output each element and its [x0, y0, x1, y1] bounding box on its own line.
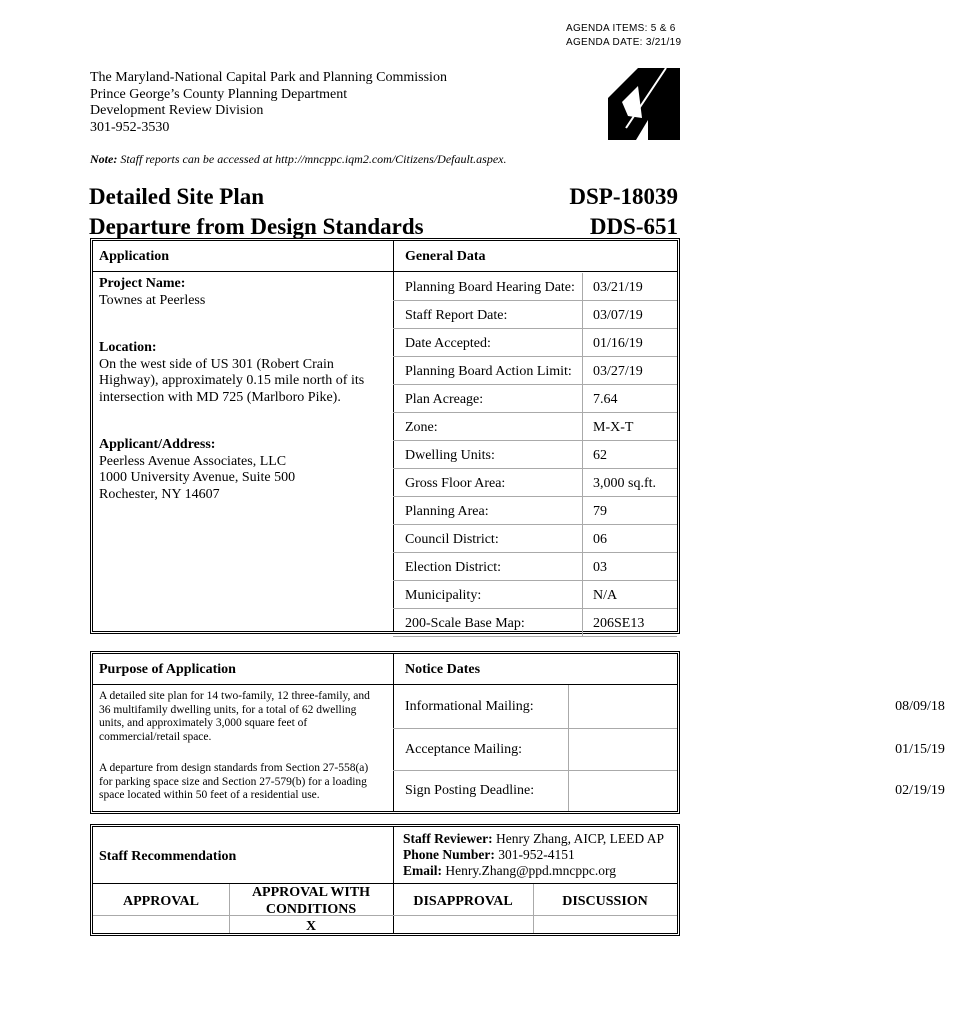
- agency-block: [90, 70, 447, 136]
- case-number-dds: DDS-651: [589, 214, 678, 239]
- general-data-label: 200-Scale Base Map:: [405, 616, 525, 631]
- purpose-line: 36 multifamily dwelling units, for a total of 62 dwelling: [99, 703, 357, 716]
- notice-dates-header: Notice Dates: [405, 662, 481, 677]
- general-data-value: 03/07/19: [593, 308, 643, 323]
- column-divider: [393, 654, 394, 811]
- general-data-value: 06: [593, 532, 607, 547]
- notice-label: Sign Posting Deadline:: [405, 783, 535, 798]
- phone-line: [403, 847, 664, 863]
- purpose-line: space located within 50 feet of a residential use.: [99, 789, 320, 801]
- email-label: Email:: [403, 863, 442, 878]
- general-data-row: [393, 581, 677, 609]
- note-text: Staff reports can be accessed at http://mncppc.iqm2.com/Citizens/Default.aspex.: [117, 152, 507, 166]
- general-data-value: 7.64: [593, 392, 618, 407]
- general-data-label: Dwelling Units:: [405, 448, 495, 463]
- general-data-row: [393, 497, 677, 525]
- department-name: Prince George’s County Planning Department: [90, 86, 348, 102]
- purpose-line: A detailed site plan for 14 two-family, 12 three-family, and: [99, 690, 370, 702]
- applicant-label: Applicant/Address:: [99, 437, 216, 452]
- notice-label: Acceptance Mailing:: [405, 742, 523, 757]
- disapproval-option: DISAPPROVAL: [413, 894, 513, 909]
- staff-reviewer-block: [403, 831, 664, 879]
- header-divider: [93, 271, 677, 272]
- location-block: [99, 340, 364, 406]
- phone-value: 301-952-4151: [494, 847, 575, 862]
- applicant-line: Peerless Avenue Associates, LLC: [99, 453, 287, 469]
- note-label: Note:: [90, 152, 118, 166]
- general-data-value: 01/16/19: [593, 336, 643, 351]
- project-name-label: Project Name:: [99, 276, 186, 291]
- general-data-label: Staff Report Date:: [405, 308, 508, 323]
- agenda-items: AGENDA ITEMS: 5 & 6: [566, 23, 676, 34]
- general-data-label: Planning Board Action Limit:: [405, 364, 572, 379]
- project-name-value: Townes at Peerless: [99, 292, 206, 308]
- purpose-line: commercial/retail space.: [99, 730, 212, 743]
- general-data-value: 206SE13: [593, 616, 645, 631]
- location-label: Location:: [99, 340, 157, 355]
- notice-value: 01/15/19: [895, 742, 945, 757]
- general-data-value: 79: [593, 504, 607, 519]
- applicant-block: [99, 437, 295, 503]
- general-data-value: 03: [593, 560, 607, 575]
- column-divider: [393, 827, 394, 883]
- general-data-value: N/A: [593, 588, 618, 603]
- case-number-dsp: DSP-18039: [569, 184, 678, 209]
- application-general-data-table: [90, 238, 680, 634]
- staff-recommendation-header: Staff Recommendation: [99, 849, 237, 864]
- general-data-value: 03/21/19: [593, 280, 643, 295]
- staff-recommendation-table: [90, 824, 680, 936]
- general-data-row: [393, 273, 677, 301]
- option-line: CONDITIONS: [265, 902, 357, 917]
- application-header: Application: [99, 249, 170, 264]
- general-data-label: Municipality:: [405, 588, 482, 603]
- general-data-label: Planning Board Hearing Date:: [405, 280, 575, 295]
- case-numbers: [569, 182, 678, 242]
- agenda-info: [566, 22, 681, 50]
- purpose-notice-table: [90, 651, 945, 814]
- general-data-label: Plan Acreage:: [405, 392, 484, 407]
- general-data-row: [393, 525, 677, 553]
- purpose-line: for parking space size and Section 27-579(b) for a loading: [99, 775, 367, 788]
- notice-value: 02/19/19: [895, 783, 945, 798]
- purpose-paragraph-2: [99, 762, 387, 803]
- header-divider: [93, 684, 677, 685]
- general-data-row: [393, 329, 677, 357]
- general-data-value: 62: [593, 448, 607, 463]
- notice-column-divider: [568, 685, 569, 811]
- general-data-row: [393, 357, 677, 385]
- general-data-value: M-X-T: [593, 420, 634, 435]
- general-data-row: [393, 413, 677, 441]
- general-data-label: Zone:: [405, 420, 438, 435]
- purpose-paragraph-1: [99, 690, 387, 744]
- project-name-block: [99, 276, 205, 309]
- general-data-row: [393, 609, 677, 637]
- case-title: [89, 182, 424, 242]
- general-data-header: General Data: [405, 249, 486, 264]
- agency-phone: 301-952-3530: [90, 119, 170, 135]
- general-data-row: [393, 385, 677, 413]
- discussion-option: DISCUSSION: [562, 894, 648, 909]
- general-data-label: Election District:: [405, 560, 502, 575]
- title-line-2: Departure from Design Standards: [89, 214, 424, 239]
- email-value: Henry.Zhang@ppd.mncppc.org: [442, 863, 617, 878]
- reviewer-label: Staff Reviewer:: [403, 831, 493, 846]
- general-data-row: [393, 469, 677, 497]
- notice-row-divider: [393, 728, 677, 729]
- reviewer-line: [403, 831, 664, 847]
- notice-label: Informational Mailing:: [405, 699, 534, 714]
- notice-value: 08/09/18: [895, 699, 945, 714]
- reviewer-value: Henry Zhang, AICP, LEED AP: [492, 831, 664, 846]
- selected-mark: X: [305, 919, 317, 934]
- email-line: [403, 863, 664, 879]
- general-data-value: 3,000 sq.ft.: [593, 476, 656, 491]
- general-data-row: [393, 301, 677, 329]
- general-data-label: Council District:: [405, 532, 499, 547]
- applicant-line: Rochester, NY 14607: [99, 486, 220, 502]
- purpose-line: A departure from design standards from Section 27-558(a): [99, 762, 369, 774]
- applicant-line: 1000 University Avenue, Suite 500: [99, 470, 296, 485]
- general-data-label: Gross Floor Area:: [405, 476, 506, 491]
- phone-label: Phone Number:: [403, 847, 495, 862]
- agenda-date: AGENDA DATE: 3/21/19: [566, 37, 682, 48]
- title-line-1: Detailed Site Plan: [89, 184, 265, 209]
- agency-name: The Maryland-National Capital Park and Planning Commission: [90, 70, 447, 85]
- general-data-label: Date Accepted:: [405, 336, 491, 351]
- purpose-header: Purpose of Application: [99, 662, 236, 677]
- general-data-value: 03/27/19: [593, 364, 643, 379]
- approval-with-conditions-option: [229, 884, 393, 935]
- purpose-line: units, and approximately 3,000 square feet of: [99, 717, 308, 729]
- approval-option: APPROVAL: [123, 894, 199, 909]
- general-data-label: Planning Area:: [405, 504, 489, 519]
- general-data-row: [393, 441, 677, 469]
- mncppc-logo-icon: [608, 68, 680, 140]
- staff-report-note: [90, 152, 506, 167]
- notice-row-divider: [393, 770, 677, 771]
- location-line: On the west side of US 301 (Robert Crain: [99, 356, 334, 372]
- division-name: Development Review Division: [90, 103, 264, 118]
- option-line: APPROVAL WITH: [251, 885, 371, 900]
- general-data-row: [393, 553, 677, 581]
- location-line: intersection with MD 725 (Marlboro Pike).: [99, 389, 341, 405]
- location-line: Highway), approximately 0.15 mile north of its: [99, 373, 365, 388]
